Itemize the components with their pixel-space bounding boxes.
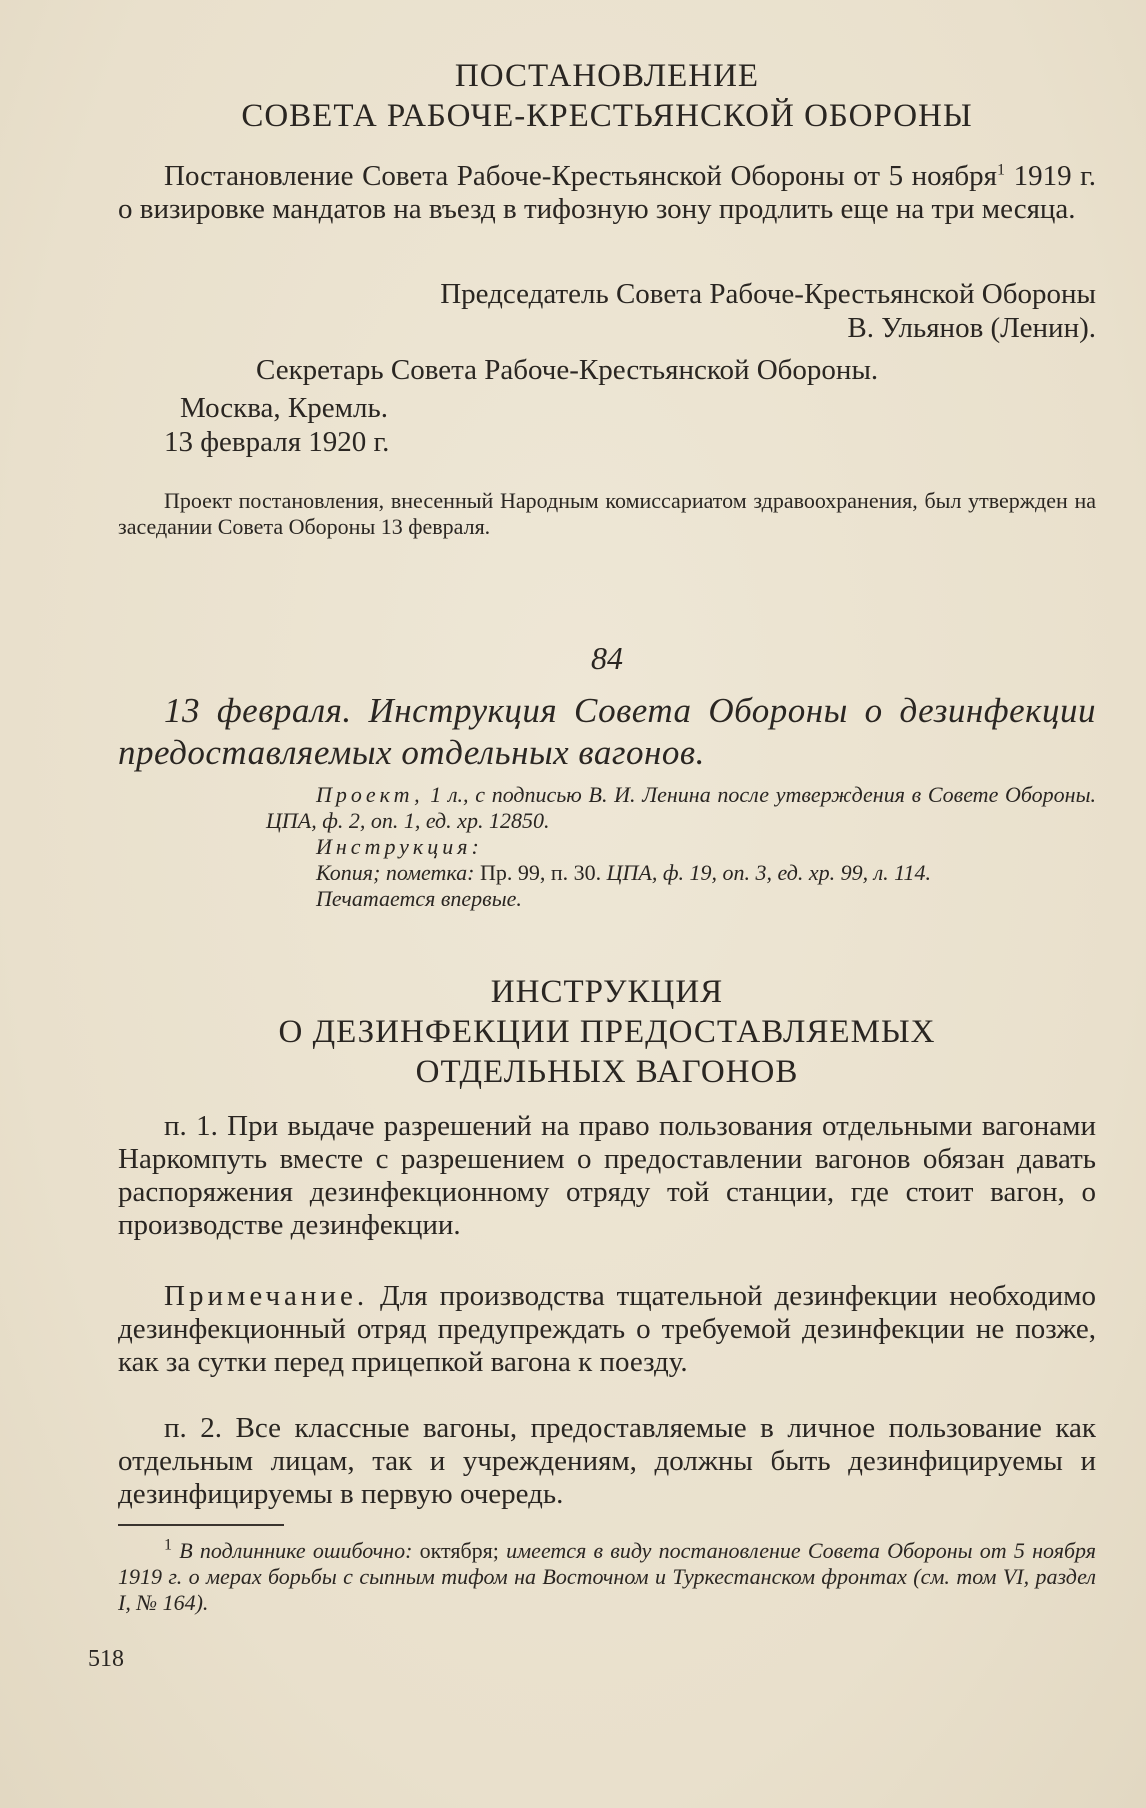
source-first-print: Печатается впервые. — [316, 886, 522, 911]
resolution-title-line1: ПОСТАНОВЛЕНИЕ — [454, 58, 760, 94]
document-title: 13 февраля. Инструкция Совета Обороны о дезинфекции предоставляемых отдельных вагонов. — [118, 691, 1096, 772]
footnote-italic-lead: В подлиннике ошибочно: — [172, 1538, 413, 1563]
instruction-point-1: п. 1. При выдаче разрешений на право пользования отдельными вагонами Наркомпуть вместе с разрешением о предоставлении вагонов обязан давать распоряжения дезинфекционному отряду той станции, где стоит вагон, о производстве дезинфекции. — [118, 1110, 1096, 1241]
resolution-body-text: Постановление Совета Рабоче-Крестьянской Обороны от 5 ноября — [164, 160, 998, 192]
instruction-note-label: Примечание. — [164, 1280, 369, 1312]
source-copy-label: Копия; пометка: — [316, 860, 475, 885]
instruction-note — [118, 1280, 1096, 1379]
page-number: 518 — [88, 1646, 124, 1672]
resolution-body — [118, 160, 1096, 226]
footnote-divider — [118, 1524, 284, 1526]
document-number: 84 — [591, 640, 623, 676]
source-instruction-text: Инструкция: — [316, 834, 483, 859]
footnote — [118, 1538, 1096, 1616]
instruction-point-2: п. 2. Все классные вагоны, предоставляемые в личное пользование как отдельным лицам, так и учреждениям, должны быть дезинфицируемы и дезинфицируемы в первую очередь. — [118, 1412, 1096, 1510]
instruction-heading — [118, 972, 1096, 1092]
resolution-body-text-continued: 1919 г. о визировке мандатов на въезд в тифозную зону продлить еще на три месяца. — [118, 160, 1096, 225]
source-draft-label: Проект, — [316, 782, 424, 807]
resolution-heading — [118, 56, 1096, 136]
resolution-note: Проект постановления, внесенный Народным комиссариатом здравоохранения, был утвержден на заседании Совета Обороны 13 февраля. — [118, 488, 1096, 539]
instruction-note-text: Для производства тщательной дезинфекции необходимо дезинфекционный отряд предупреждать о требуемой дезинфекции не позже, как за сутки перед прицепкой вагона к поезду. — [118, 1280, 1096, 1378]
chairman-line: Председатель Совета Рабоче-Крестьянской Обороны — [440, 278, 1096, 310]
source-instruction-label — [266, 834, 1096, 860]
source-copy-archive: ЦПА, ф. 19, оп. 3, ед. хр. 99, л. 114. — [606, 860, 932, 885]
footnote-marker: 1 — [164, 1536, 172, 1554]
instruction-heading-line2: О ДЕЗИНФЕКЦИИ ПРЕДОСТАВЛЯЕМЫХ — [278, 1014, 936, 1050]
source-draft-text: 1 л., с подписью В. И. Ленина после утверждения в Совете Обороны. ЦПА, ф. 2, оп. 1, ед. хр. 12850. — [266, 782, 1096, 833]
source-copy — [266, 860, 1096, 886]
resolution-title-line2: СОВЕТА РАБОЧЕ-КРЕСТЬЯНСКОЙ ОБОРОНЫ — [241, 98, 973, 134]
secretary-line: Секретарь Совета Рабоче-Крестьянской Обороны. — [256, 354, 879, 386]
footnote-regular-word: октября; — [412, 1538, 507, 1563]
chairman-signature: В. Ульянов (Ленин). — [847, 312, 1096, 344]
source-copy-mark: Пр. 99, п. 30. — [474, 860, 607, 885]
instruction-heading-line3: ОТДЕЛЬНЫХ ВАГОНОВ — [415, 1054, 799, 1090]
source-draft — [266, 782, 1096, 834]
date-line: 13 февраля 1920 г. — [164, 426, 390, 458]
instruction-heading-line1: ИНСТРУКЦИЯ — [490, 974, 724, 1010]
footnote-reference: 1 — [997, 161, 1006, 179]
document-source — [118, 782, 1096, 912]
footnote-italic-body: имеется в виду постановление Совета Обороны от 5 ноября 1919 г. о мерах борьбы с сыпным тифом на Восточном и Туркестанском фронтах (см. том VI, раздел I, № 164). — [118, 1538, 1096, 1615]
place-line: Москва, Кремль. — [180, 392, 388, 424]
